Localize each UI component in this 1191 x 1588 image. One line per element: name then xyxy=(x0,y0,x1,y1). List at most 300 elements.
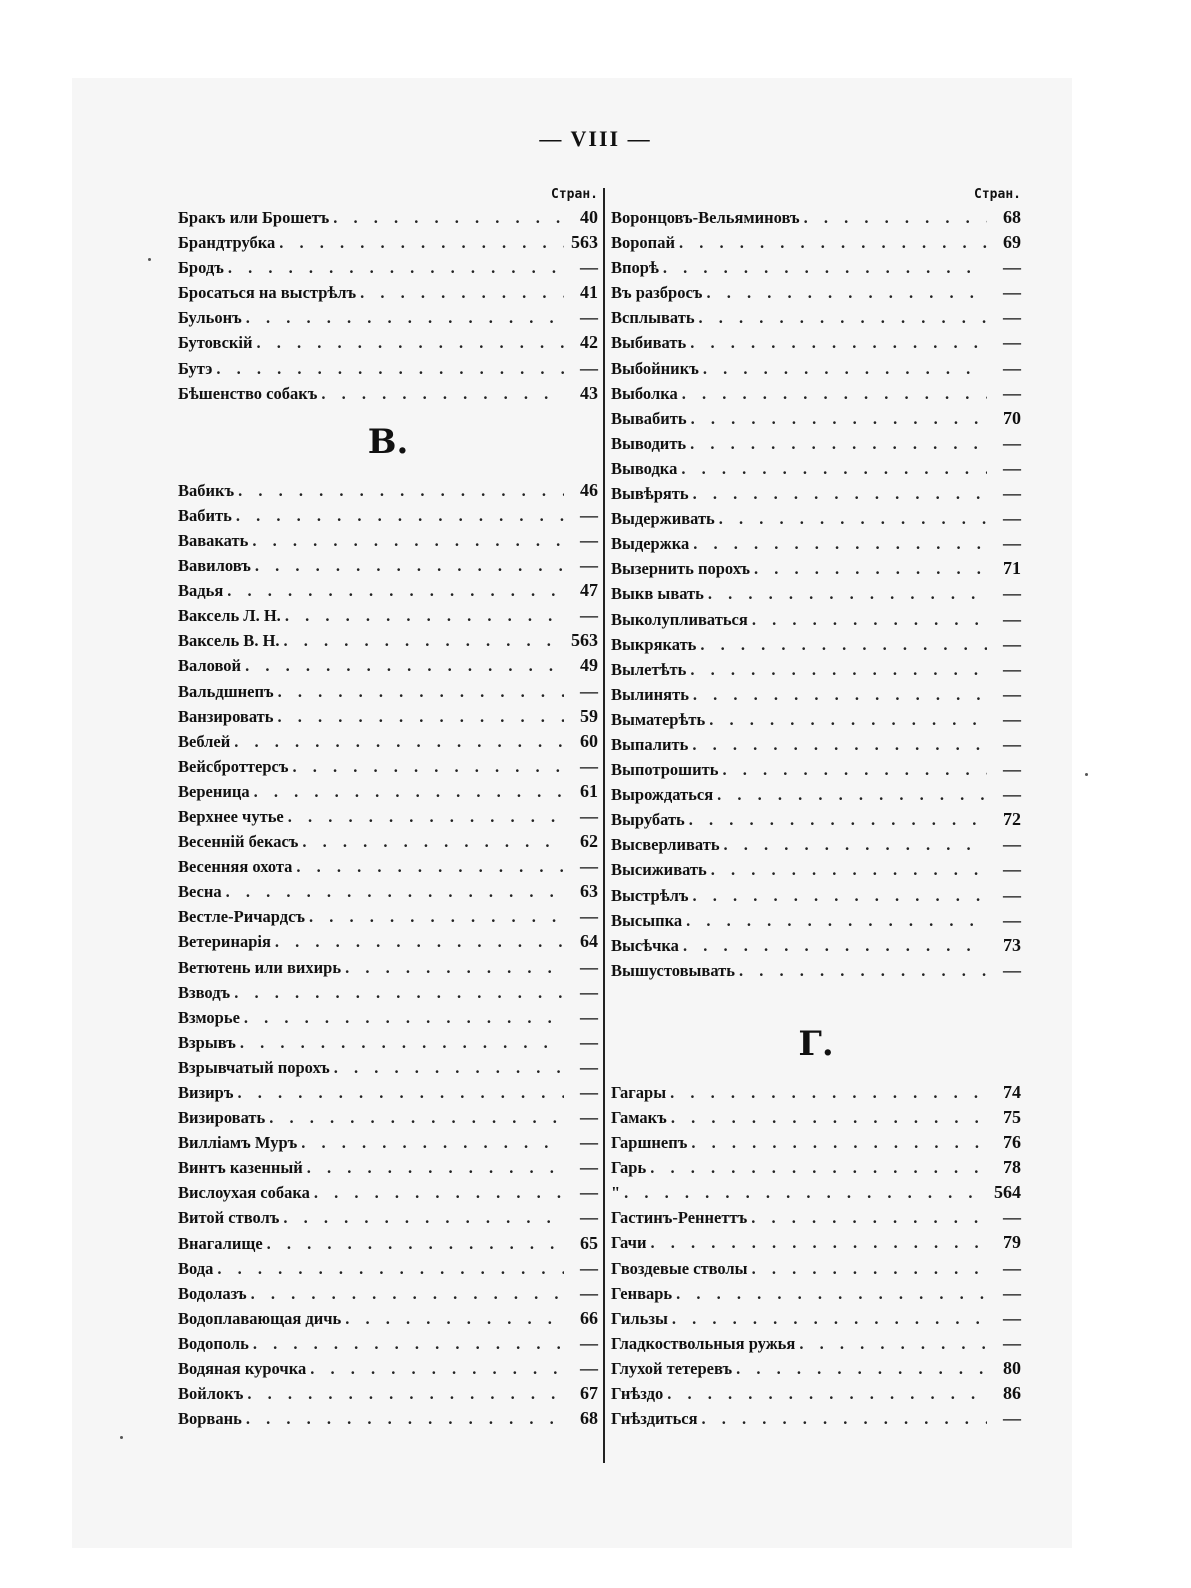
entry-term: Вывѣрять xyxy=(611,484,689,504)
entry-term: Вырубать xyxy=(611,810,685,830)
index-entry xyxy=(611,1281,1021,1306)
leader-dots xyxy=(314,1180,564,1205)
index-entry xyxy=(178,1080,598,1105)
leader-dots xyxy=(693,531,987,556)
index-entry xyxy=(178,381,598,406)
entry-page-number: — xyxy=(1003,633,1021,654)
entry-term: Ваксель В. Н. xyxy=(178,631,280,651)
entry-page-number: — xyxy=(580,1157,598,1178)
leader-dots xyxy=(752,607,987,632)
entry-page-number: 76 xyxy=(1003,1132,1021,1153)
index-entry xyxy=(178,1005,598,1030)
entry-term: Вылинять xyxy=(611,684,689,704)
leader-dots xyxy=(255,553,564,578)
index-entry xyxy=(611,1381,1021,1406)
index-entry xyxy=(611,581,1021,606)
entry-term: Ветютень или вихирь xyxy=(178,957,342,977)
index-entry xyxy=(178,829,598,854)
index-entry xyxy=(611,1205,1021,1230)
index-entry xyxy=(611,1105,1021,1130)
entry-page-number: — xyxy=(580,1107,598,1128)
page-column-label: Стран. xyxy=(551,187,598,202)
index-entry xyxy=(611,1256,1021,1281)
entry-term: Вода xyxy=(178,1258,214,1278)
index-entry xyxy=(178,1381,598,1406)
entry-term: Выпалить xyxy=(611,734,689,754)
entry-page-number: — xyxy=(1003,784,1021,805)
entry-term: Высиживать xyxy=(611,860,707,880)
entry-term: Взрывчатый порохъ xyxy=(178,1057,330,1077)
leader-dots xyxy=(681,456,987,481)
leader-dots xyxy=(246,1406,564,1431)
leader-dots xyxy=(345,1306,564,1331)
entry-page-number: 41 xyxy=(580,282,598,303)
entry-page-number: — xyxy=(580,805,598,826)
leader-dots xyxy=(302,829,564,854)
index-entry xyxy=(611,757,1021,782)
entry-page-number: 70 xyxy=(1003,407,1021,428)
entry-term: Выдержка xyxy=(611,534,690,554)
entry-page-number: 563 xyxy=(571,630,598,651)
entry-page-number: 69 xyxy=(1003,232,1021,253)
index-entry xyxy=(178,1356,598,1381)
entry-page-number: 47 xyxy=(580,580,598,601)
leader-dots xyxy=(321,381,564,406)
leader-dots xyxy=(283,1205,564,1230)
entry-term: Гамакъ xyxy=(611,1108,667,1127)
leader-dots xyxy=(236,503,564,528)
entry-page-number: 59 xyxy=(580,705,598,726)
entry-term: Весенній бекасъ xyxy=(178,832,299,852)
entry-term: Высѣчка xyxy=(611,935,679,955)
index-entry xyxy=(611,305,1021,330)
index-entry xyxy=(178,1105,598,1130)
entry-term: Гачи xyxy=(611,1233,647,1253)
leader-dots xyxy=(360,280,564,305)
leader-dots xyxy=(234,980,564,1005)
entry-page-number: — xyxy=(580,906,598,927)
entry-term: Высыпка xyxy=(611,910,683,930)
index-entry xyxy=(178,603,598,628)
leader-dots xyxy=(624,1180,987,1205)
entry-term: Бутэ xyxy=(178,358,213,378)
leader-dots xyxy=(676,1281,987,1306)
entry-page-number: — xyxy=(1003,1207,1021,1228)
entry-term: Взрывъ xyxy=(178,1032,236,1052)
entry-page-number: — xyxy=(580,1006,598,1027)
leader-dots xyxy=(251,1281,564,1306)
index-entry xyxy=(611,230,1021,255)
entry-page-number: — xyxy=(580,956,598,977)
leader-dots xyxy=(650,1155,987,1180)
index-entry xyxy=(611,958,1021,983)
entry-page-number: — xyxy=(1003,357,1021,378)
leader-dots xyxy=(717,782,987,807)
leader-dots xyxy=(690,431,987,456)
entry-page-number: 71 xyxy=(1003,558,1021,579)
entry-term: " xyxy=(611,1183,621,1203)
leader-dots xyxy=(237,1080,564,1105)
leader-dots xyxy=(693,481,987,506)
entry-page-number: — xyxy=(1003,759,1021,780)
leader-dots xyxy=(722,757,987,782)
entry-term: Гладкоствольныя ружья xyxy=(611,1333,796,1353)
index-entry xyxy=(178,628,598,653)
entry-term: Весенняя охота xyxy=(178,857,293,877)
leader-dots xyxy=(284,628,564,653)
index-entry xyxy=(611,1080,1021,1105)
entry-term: Вавиловъ xyxy=(178,556,251,576)
entry-term: Выкв ывать xyxy=(611,584,704,604)
leader-dots xyxy=(244,1005,564,1030)
leader-dots xyxy=(267,1231,564,1256)
leader-dots xyxy=(711,857,987,882)
entry-page-number: — xyxy=(1003,533,1021,554)
entry-page-number: — xyxy=(1003,1307,1021,1328)
index-entry xyxy=(178,205,598,230)
entry-page-number: 46 xyxy=(580,479,598,500)
leader-dots xyxy=(751,1205,987,1230)
entry-term: Внагалище xyxy=(178,1233,263,1253)
leader-dots xyxy=(672,1306,987,1331)
entry-page-number: — xyxy=(1003,608,1021,629)
entry-term: Веблей xyxy=(178,731,231,751)
leader-dots xyxy=(671,1105,987,1130)
entry-page-number: 68 xyxy=(1003,207,1021,227)
leader-dots xyxy=(754,556,987,581)
index-entry xyxy=(611,883,1021,908)
page-header: — VIII — xyxy=(539,126,652,151)
leader-dots xyxy=(334,1055,564,1080)
leader-dots xyxy=(216,356,564,381)
index-entry xyxy=(178,1281,598,1306)
index-entry xyxy=(611,732,1021,757)
index-entry xyxy=(178,879,598,904)
leader-dots xyxy=(301,1130,564,1155)
entry-page-number: 60 xyxy=(580,730,598,751)
entry-term: Гагары xyxy=(611,1082,667,1102)
entry-page-number: 62 xyxy=(580,831,598,852)
entry-page-number: — xyxy=(580,1282,598,1303)
entry-term: Гвоздевые стволы xyxy=(611,1258,748,1278)
entry-page-number: — xyxy=(580,1207,598,1228)
section-spacer xyxy=(611,983,1021,1008)
index-entry xyxy=(611,431,1021,456)
leader-dots xyxy=(709,707,987,732)
leader-dots xyxy=(691,1130,987,1155)
index-entry xyxy=(178,478,598,503)
leader-dots xyxy=(240,1030,564,1055)
leader-dots xyxy=(724,832,987,857)
leader-dots xyxy=(804,205,987,230)
entry-page-number: 63 xyxy=(580,881,598,902)
entry-term: Выпотрошить xyxy=(611,760,719,780)
index-entry xyxy=(178,679,598,704)
entry-term: Вейсброттерсъ xyxy=(178,756,289,776)
entry-term: Выдерживать xyxy=(611,509,715,529)
index-entry xyxy=(178,1406,598,1431)
entry-page-number: 67 xyxy=(580,1383,598,1404)
index-entry xyxy=(611,1406,1021,1431)
index-entry xyxy=(178,929,598,954)
index-entry xyxy=(178,356,598,381)
entry-page-number: — xyxy=(580,257,598,278)
entry-page-number: — xyxy=(580,1358,598,1379)
entry-page-number: 73 xyxy=(1003,934,1021,955)
column-divider xyxy=(603,188,605,1463)
entry-page-number: — xyxy=(1003,282,1021,303)
entry-page-number: — xyxy=(580,555,598,576)
index-entry xyxy=(611,481,1021,506)
entry-page-number: 86 xyxy=(1003,1383,1021,1404)
entry-page-number: — xyxy=(580,1257,598,1278)
leader-dots xyxy=(689,807,987,832)
entry-page-number: 61 xyxy=(580,780,598,801)
index-entry xyxy=(611,356,1021,381)
entry-term: Бульонъ xyxy=(178,308,242,328)
index-entry xyxy=(178,980,598,1005)
index-entry xyxy=(611,255,1021,280)
leader-dots xyxy=(217,1256,564,1281)
entry-page-number: — xyxy=(580,1132,598,1153)
entry-term: Вереница xyxy=(178,781,250,801)
entry-term: Вислоухая собака xyxy=(178,1183,310,1203)
entry-page-number: 65 xyxy=(580,1232,598,1253)
leader-dots xyxy=(246,305,564,330)
entry-term: Визиръ xyxy=(178,1083,234,1102)
entry-page-number: — xyxy=(1003,959,1021,980)
entry-term: Генварь xyxy=(611,1283,673,1303)
index-entry xyxy=(611,782,1021,807)
entry-page-number: 64 xyxy=(580,931,598,952)
leader-dots xyxy=(275,929,564,954)
entry-page-number: — xyxy=(580,1031,598,1052)
entry-page-number: 564 xyxy=(994,1182,1021,1203)
index-entry xyxy=(611,531,1021,556)
index-entry xyxy=(178,955,598,980)
leader-dots xyxy=(292,754,564,779)
index-entry xyxy=(611,707,1021,732)
index-entry xyxy=(178,330,598,355)
entry-page-number: — xyxy=(1003,483,1021,504)
entry-term: Вылетѣть xyxy=(611,659,687,679)
leader-dots xyxy=(703,356,987,381)
index-entry xyxy=(178,305,598,330)
entry-term: Ваксель Л. Н. xyxy=(178,606,281,626)
entry-page-number: — xyxy=(1003,859,1021,880)
index-entry xyxy=(178,1306,598,1331)
index-entry xyxy=(611,1356,1021,1381)
entry-term: Ванзировать xyxy=(178,706,274,726)
leader-dots xyxy=(226,879,564,904)
entry-term: Гастинъ-Реннеттъ xyxy=(611,1208,748,1228)
index-entry xyxy=(611,682,1021,707)
index-entry xyxy=(611,632,1021,657)
index-entry xyxy=(178,754,598,779)
entry-term: Выбивать xyxy=(611,333,687,353)
section-letter-g: Г. xyxy=(798,1023,834,1064)
entry-term: Впорѣ xyxy=(611,258,659,278)
entry-page-number: 563 xyxy=(571,232,598,253)
index-entry xyxy=(178,804,598,829)
leader-dots xyxy=(288,804,564,829)
leader-dots xyxy=(253,1331,564,1356)
index-entry xyxy=(611,807,1021,832)
entry-term: Гарь xyxy=(611,1158,647,1178)
left-entries-a xyxy=(178,205,598,406)
index-entry xyxy=(611,556,1021,581)
entry-term: Вестле-Ричардсъ xyxy=(178,907,306,927)
entry-page-number: 79 xyxy=(1003,1232,1021,1253)
entry-page-number: — xyxy=(1003,1332,1021,1353)
index-entry xyxy=(178,1205,598,1230)
entry-term: Вилліамъ Муръ xyxy=(178,1133,298,1153)
index-entry xyxy=(611,857,1021,882)
leader-dots xyxy=(679,230,987,255)
entry-page-number: 68 xyxy=(580,1408,598,1429)
leader-dots xyxy=(310,1356,564,1381)
index-entry xyxy=(178,553,598,578)
entry-page-number: — xyxy=(580,357,598,378)
entry-term: Вабикъ xyxy=(178,480,235,500)
entry-term: Въ разбросъ xyxy=(611,283,703,303)
index-entry xyxy=(178,904,598,929)
leader-dots xyxy=(702,1406,987,1431)
leader-dots xyxy=(234,729,564,754)
entry-page-number: — xyxy=(580,856,598,877)
leader-dots xyxy=(700,632,987,657)
entry-term: Выматерѣть xyxy=(611,709,706,729)
entry-page-number: — xyxy=(1003,432,1021,453)
leader-dots xyxy=(682,381,987,406)
entry-term: Бродъ xyxy=(178,258,224,278)
right-column xyxy=(611,185,1021,1431)
leader-dots xyxy=(699,305,987,330)
right-entries-b xyxy=(611,1080,1021,1431)
leader-dots xyxy=(670,1080,987,1105)
index-entry xyxy=(611,506,1021,531)
entry-page-number: — xyxy=(1003,583,1021,604)
index-entry xyxy=(178,503,598,528)
entry-page-number: 43 xyxy=(580,382,598,403)
entry-page-number: — xyxy=(1003,382,1021,403)
leader-dots xyxy=(752,1256,987,1281)
leader-dots xyxy=(238,478,564,503)
leader-dots xyxy=(254,779,564,804)
entry-page-number: — xyxy=(1003,909,1021,930)
leader-dots xyxy=(690,330,987,355)
entry-term: Воронцовъ-Вельяминовъ xyxy=(611,208,800,227)
entry-term: Вабить xyxy=(178,505,232,525)
section-letter-v: В. xyxy=(367,421,409,462)
entry-page-number: — xyxy=(1003,332,1021,353)
entry-page-number: — xyxy=(580,504,598,525)
entry-page-number: — xyxy=(580,1182,598,1203)
index-entry xyxy=(611,330,1021,355)
entry-term: Брандтрубка xyxy=(178,233,276,253)
leader-dots xyxy=(245,653,564,678)
entry-term: Вадья xyxy=(178,581,224,601)
entry-page-number: — xyxy=(1003,1257,1021,1278)
index-entry xyxy=(178,578,598,603)
index-entry xyxy=(178,1256,598,1281)
index-entry xyxy=(611,933,1021,958)
entry-term: Гаршнепъ xyxy=(611,1133,688,1153)
entry-page-number: — xyxy=(580,755,598,776)
index-entry xyxy=(611,607,1021,632)
index-entry xyxy=(611,406,1021,431)
entry-term: Воропай xyxy=(611,233,675,253)
leader-dots xyxy=(739,958,987,983)
index-entry xyxy=(611,832,1021,857)
entry-term: Высверливать xyxy=(611,835,720,855)
left-column xyxy=(178,185,598,1431)
entry-page-number: — xyxy=(1003,1408,1021,1429)
entry-term: Вальдшнепъ xyxy=(178,681,274,701)
entry-page-number: — xyxy=(580,605,598,626)
entry-term: Выкрякать xyxy=(611,634,697,654)
index-entry xyxy=(178,1331,598,1356)
entry-term: Визировать xyxy=(178,1108,266,1128)
entry-term: Войлокъ xyxy=(178,1384,244,1404)
entry-term: Бѣшенство собакъ xyxy=(178,383,318,403)
leader-dots xyxy=(686,908,987,933)
entry-term: Водолазъ xyxy=(178,1283,247,1303)
index-entry xyxy=(178,1130,598,1155)
entry-term: Гнѣздо xyxy=(611,1384,664,1404)
entry-term: Водополь xyxy=(178,1333,249,1353)
entry-term: Взводъ xyxy=(178,982,231,1002)
leader-dots xyxy=(269,1105,564,1130)
entry-term: Водяная курочка xyxy=(178,1359,307,1379)
leader-dots xyxy=(228,255,564,280)
leader-dots xyxy=(683,933,987,958)
speck xyxy=(120,1436,123,1439)
leader-dots xyxy=(706,280,987,305)
leader-dots xyxy=(345,955,564,980)
entry-term: Вышустовывать xyxy=(611,960,735,980)
index-entry xyxy=(178,1055,598,1080)
entry-page-number: — xyxy=(1003,658,1021,679)
entry-page-number: — xyxy=(1003,708,1021,729)
entry-term: Бросаться на выстрѣлъ xyxy=(178,283,357,303)
entry-page-number: — xyxy=(1003,1282,1021,1303)
entry-term: Винтъ казенный xyxy=(178,1158,303,1178)
leader-dots xyxy=(799,1331,987,1356)
entry-term: Вырождаться xyxy=(611,785,714,805)
leader-dots xyxy=(736,1356,987,1381)
leader-dots xyxy=(279,230,564,255)
index-entry xyxy=(178,230,598,255)
entry-term: Выводка xyxy=(611,458,678,478)
index-entry xyxy=(611,657,1021,682)
entry-page-number: 78 xyxy=(1003,1157,1021,1178)
leader-dots xyxy=(667,1381,987,1406)
entry-page-number: — xyxy=(580,981,598,1002)
index-entry xyxy=(611,908,1021,933)
index-entry xyxy=(611,1230,1021,1255)
entry-term: Ветеринарія xyxy=(178,932,271,952)
entry-page-number: 74 xyxy=(1003,1081,1021,1102)
entry-term: Бракъ или Брошетъ xyxy=(178,208,330,227)
entry-page-number: — xyxy=(1003,884,1021,905)
entry-page-number: 40 xyxy=(580,207,598,227)
leader-dots xyxy=(227,578,564,603)
leader-dots xyxy=(278,679,564,704)
entry-page-number: 75 xyxy=(1003,1107,1021,1127)
entry-page-number: — xyxy=(1003,457,1021,478)
entry-page-number: — xyxy=(1003,508,1021,529)
